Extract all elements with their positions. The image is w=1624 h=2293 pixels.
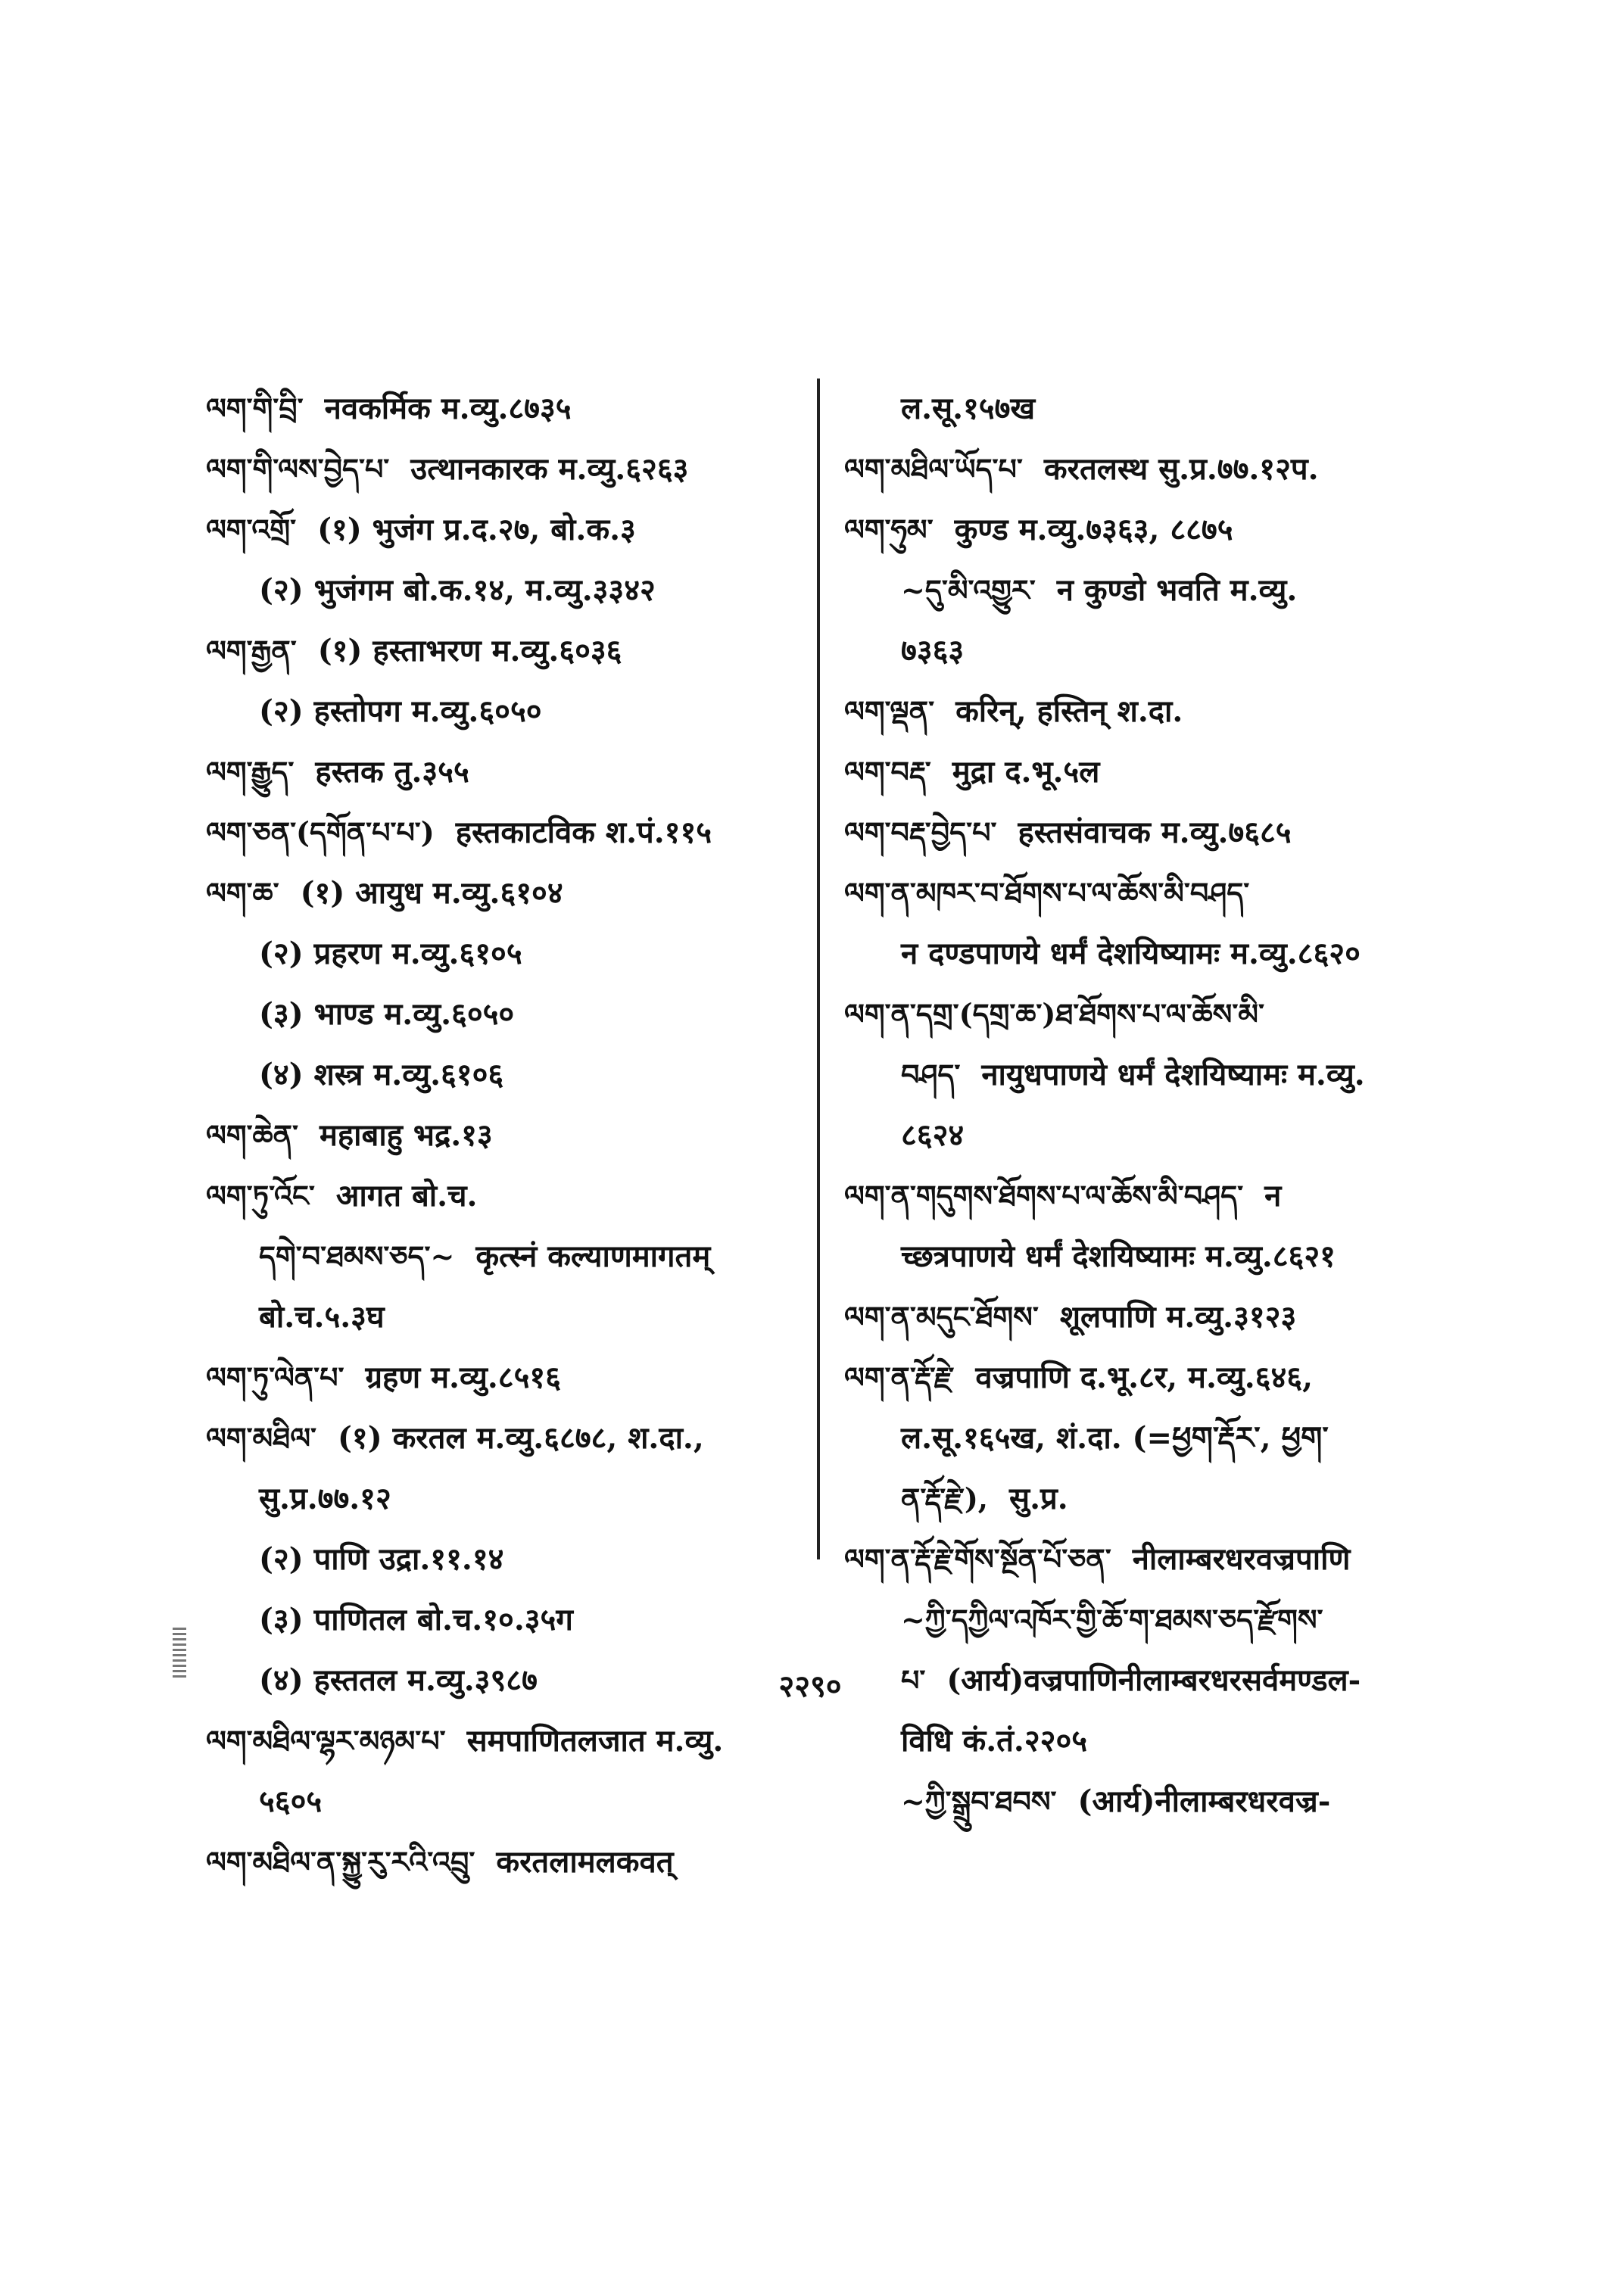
sanskrit-gloss: आगत बो.च. (335, 1178, 478, 1213)
dictionary-line (206, 1590, 796, 1650)
dictionary-line (206, 1650, 796, 1711)
margin-mark (173, 1628, 186, 1678)
dictionary-line (206, 681, 796, 742)
tibetan-headword: ལག་རྒྱུད་ (206, 755, 295, 789)
sanskrit-gloss: (४) शस्त्र म.व्यु.६१०६ (259, 1057, 504, 1092)
sanskrit-gloss: ल.सू.१५७ख (901, 391, 1036, 426)
dictionary-line (206, 1832, 796, 1893)
sanskrit-gloss: सु.प्र. (1009, 1481, 1068, 1516)
sanskrit-gloss: (२) पाणि उद्रा.११.१४ (259, 1541, 504, 1577)
tibetan-headword: ལག་འགྲོ་ (206, 512, 297, 547)
tibetan-headword: ལག་ན་རྡོ་རྗེ་ (844, 1360, 955, 1394)
sanskrit-gloss: विधि कं.तं.२२०५ (901, 1723, 1088, 1759)
sanskrit-gloss: समपाणितलजात म.व्यु. (466, 1723, 724, 1759)
sanskrit-gloss: ग्रहण म.व्यु.८५१६ (365, 1360, 561, 1395)
dictionary-line (844, 1529, 1442, 1590)
sanskrit-gloss: महाबाहु भद्र.१३ (319, 1117, 493, 1153)
dictionary-line (206, 1166, 796, 1226)
sanskrit-gloss: (२) प्रहरण म.व्यु.६१०५ (259, 936, 522, 971)
sanskrit-gloss: न दण्डपाणये धर्मं देशयिष्यामः म.व्यु.८६२० (901, 936, 1361, 971)
dictionary-line (206, 1771, 796, 1832)
dictionary-line (844, 1166, 1442, 1226)
sanskrit-gloss: ८६२४ (901, 1117, 965, 1153)
dictionary-line (844, 379, 1442, 439)
column-divider (817, 379, 820, 1559)
tibetan-headword: ལག་ཏུ་འོང་ (206, 1179, 315, 1213)
tibetan-headword: ལག་ཧུམ་ (844, 512, 934, 547)
tibetan-headword: ~དུ་མི་འགྱུར་ (901, 573, 1036, 607)
sanskrit-gloss: नायुधपाणये धर्मं देशयिष्यामः म.व्यु. (981, 1057, 1365, 1092)
sanskrit-gloss: (२) भुजंगम बो.क.१४, म.व्यु.३३४२ (259, 572, 656, 608)
dictionary-line (844, 802, 1442, 863)
tibetan-headword: ལག་ཏུ་ལེན་པ་ (206, 1360, 344, 1394)
tibetan-headword: ལག་ན་གདུགས་ཐོགས་པ་ལ་ཆོས་མི་བཤད་ (844, 1179, 1244, 1213)
sanskrit-gloss: करतलस्थ सु.प्र.७७.१२प. (1043, 451, 1319, 487)
tibetan-headword: ལག་ལྡན་ (844, 694, 935, 728)
dictionary-line (206, 1711, 796, 1771)
sanskrit-gloss: (१) हस्ताभरण म.व्यु.६०३६ (317, 633, 622, 668)
sanskrit-gloss: न कुण्डो भवति म.व्यु. (1056, 572, 1298, 608)
dictionary-line (844, 681, 1442, 742)
sanskrit-gloss: कुण्ड म.व्यु.७३६३, ८८७५ (954, 512, 1233, 547)
tibetan-headword: ལག་ན་མཁར་བ་ཐོགས་པ་ལ་ཆོས་མི་བཤད་ (844, 876, 1250, 910)
dictionary-line (844, 439, 1442, 500)
dictionary-line (844, 1408, 1442, 1469)
dictionary-line (206, 863, 796, 924)
dictionary-line (206, 500, 796, 560)
tibetan-headword: ལག་ཆེན་ (206, 1118, 298, 1152)
tibetan-headword: ལག་མཐིལ་ན་སྐྱུ་རུ་རའི་འབྲུ་ (206, 1845, 475, 1879)
tibetan-headword: དགེ་བ་ཐམས་ཅད་~ (259, 1239, 455, 1273)
sanskrit-gloss: हस्तकाटविक श.पं.११५ (455, 815, 712, 850)
sanskrit-gloss: करतलामलकवत् (496, 1844, 674, 1880)
sanskrit-gloss: (३) पाणितल बो.च.१०.३५ग (259, 1602, 573, 1637)
tibetan-headword: ལག་གི་བྲི་ (206, 391, 304, 425)
tibetan-headword: ལག་ཅན་(དགོན་པ་པ་) (206, 815, 435, 849)
page-number: २२९० (778, 1668, 842, 1704)
dictionary-line (844, 1347, 1442, 1408)
dictionary-line (844, 1771, 1442, 1832)
dictionary-line (206, 439, 796, 500)
dictionary-line (206, 1469, 796, 1529)
dictionary-line (206, 621, 796, 681)
dictionary-line (206, 1347, 796, 1408)
sanskrit-gloss: ल.सू.१६५ख, शं.दा. (=ཕྱག་རྡོར་, ཕྱག་ (901, 1420, 1329, 1456)
tibetan-headword: ལག་མཐིལ་ (206, 1421, 316, 1455)
tibetan-headword: ལག་ན་དགྲ་(དགྲ་ཆ་)ཐ་ཐོགས་པ་ལ་ཆོས་མི་ (844, 997, 1264, 1031)
dictionary-line (206, 984, 796, 1045)
tibetan-headword: ལག་ན་རྡོ་རྗེ་གོས་སྔོན་པོ་ཅན་ (844, 1542, 1111, 1576)
tibetan-headword: ལག་གི་ལས་བྱེད་པ་ (206, 452, 390, 486)
dictionary-line (844, 621, 1442, 681)
dictionary-line (844, 1590, 1442, 1650)
tibetan-headword: ལག་མཐིལ་ཡོད་པ་ (844, 452, 1023, 486)
dictionary-line (206, 1287, 796, 1347)
sanskrit-gloss: ५६०५ (259, 1784, 323, 1819)
dictionary-line (844, 500, 1442, 560)
sanskrit-gloss: (आर्य)वज्रपाणिनीलाम्बरधरसर्वमण्डल- (946, 1662, 1361, 1698)
sanskrit-gloss: (३) भाण्ड म.व्यु.६०५० (259, 996, 515, 1032)
dictionary-line (206, 1226, 796, 1287)
dictionary-line (206, 802, 796, 863)
sanskrit-gloss: (१) आयुध म.व्यु.६१०४ (300, 875, 563, 911)
dictionary-line (844, 863, 1442, 924)
dictionary-line (844, 1287, 1442, 1347)
sanskrit-gloss: बो.च.५.३घ (259, 1299, 385, 1335)
sanskrit-gloss: (१) करतल म.व्यु.६८७८, श.दा., (338, 1420, 704, 1456)
tibetan-headword: ལག་ན་མདུང་ཐོགས་ (844, 1300, 1039, 1334)
dictionary-line (844, 1650, 1442, 1711)
tibetan-headword: བཤད་ (901, 1058, 961, 1092)
sanskrit-gloss: नवकर्मिक म.व्यु.८७३५ (324, 391, 572, 426)
sanskrit-gloss: च्छत्रपाणये धर्मं देशयिष्यामः म.व्यु.८६२१ (901, 1238, 1336, 1274)
dictionary-line (206, 742, 796, 802)
dictionary-line (206, 1529, 796, 1590)
dictionary-line (844, 742, 1442, 802)
sanskrit-gloss: (२) हस्तोपग म.व्यु.६०५० (259, 693, 542, 729)
sanskrit-gloss: ७३६३ (901, 633, 965, 668)
dictionary-line (844, 560, 1442, 621)
tibetan-headword: ལག་ཆ་ (206, 876, 279, 910)
sanskrit-gloss: हस्तक तु.३५५ (315, 754, 469, 790)
tibetan-headword: ལག་བརྡ་ (844, 755, 931, 789)
dictionary-line (844, 1226, 1442, 1287)
dictionary-line (206, 1045, 796, 1105)
dictionary-line (844, 1469, 1442, 1529)
dictionary-line (206, 1105, 796, 1166)
sanskrit-gloss: कृत्स्नं कल्याणमागतम् (475, 1238, 711, 1274)
tibetan-headword: ལག་མཐིལ་ལྷར་མཉམ་པ་ (206, 1724, 446, 1758)
tibetan-headword: པ་ (901, 1663, 926, 1697)
sanskrit-gloss: उत्थानकारक म.व्यु.६२६३ (410, 451, 689, 487)
right-column (844, 379, 1442, 1832)
tibetan-headword: ན་རྡོ་རྗེ་), (901, 1481, 989, 1516)
dictionary-line (844, 1045, 1442, 1105)
sanskrit-gloss: करिन्, हस्तिन् श.दा. (955, 693, 1183, 729)
tibetan-headword: ལག་བརྡ་བྱེད་པ་ (844, 815, 997, 849)
sanskrit-gloss: सु.प्र.७७.१२ (259, 1481, 391, 1516)
sanskrit-gloss: (१) भुजंग प्र.द.२७, बो.क.३ (317, 512, 636, 547)
sanskrit-gloss: नीलाम्बरधरवज्रपाणि (1132, 1541, 1351, 1577)
sanskrit-gloss: हस्तसंवाचक म.व्यु.७६८५ (1018, 815, 1292, 850)
sanskrit-gloss: (आर्य)नीलाम्बरधरवज्र- (1077, 1784, 1331, 1819)
dictionary-line (206, 1408, 796, 1469)
dictionary-line (206, 379, 796, 439)
sanskrit-gloss: मुद्रा द.भू.५ल (952, 754, 1100, 790)
sanskrit-gloss: शूलपाणि म.व्यु.३१२३ (1059, 1299, 1297, 1335)
sanskrit-gloss: (४) हस्ततल म.व्यु.३९८७ (259, 1662, 538, 1698)
tibetan-headword: ལག་རྒྱན་ (206, 634, 297, 668)
dictionary-line (844, 1105, 1442, 1166)
dictionary-line (844, 1711, 1442, 1771)
sanskrit-gloss: न (1264, 1178, 1282, 1213)
left-column (206, 379, 796, 1893)
sanskrit-gloss: वज्रपाणि द.भू.८र, म.व्यु.६४६, (975, 1360, 1313, 1395)
dictionary-line (844, 984, 1442, 1045)
tibetan-headword: ~ཀྱི་དཀྱིལ་འཁོར་གྱི་ཆོ་ག་ཐམས་ཅད་རྫོགས་ (901, 1603, 1323, 1637)
dictionary-line (844, 924, 1442, 984)
dictionary-line (206, 924, 796, 984)
tibetan-headword: ~ཀྱི་སྒྲུབ་ཐབས་ (901, 1784, 1057, 1818)
dictionary-line (206, 560, 796, 621)
